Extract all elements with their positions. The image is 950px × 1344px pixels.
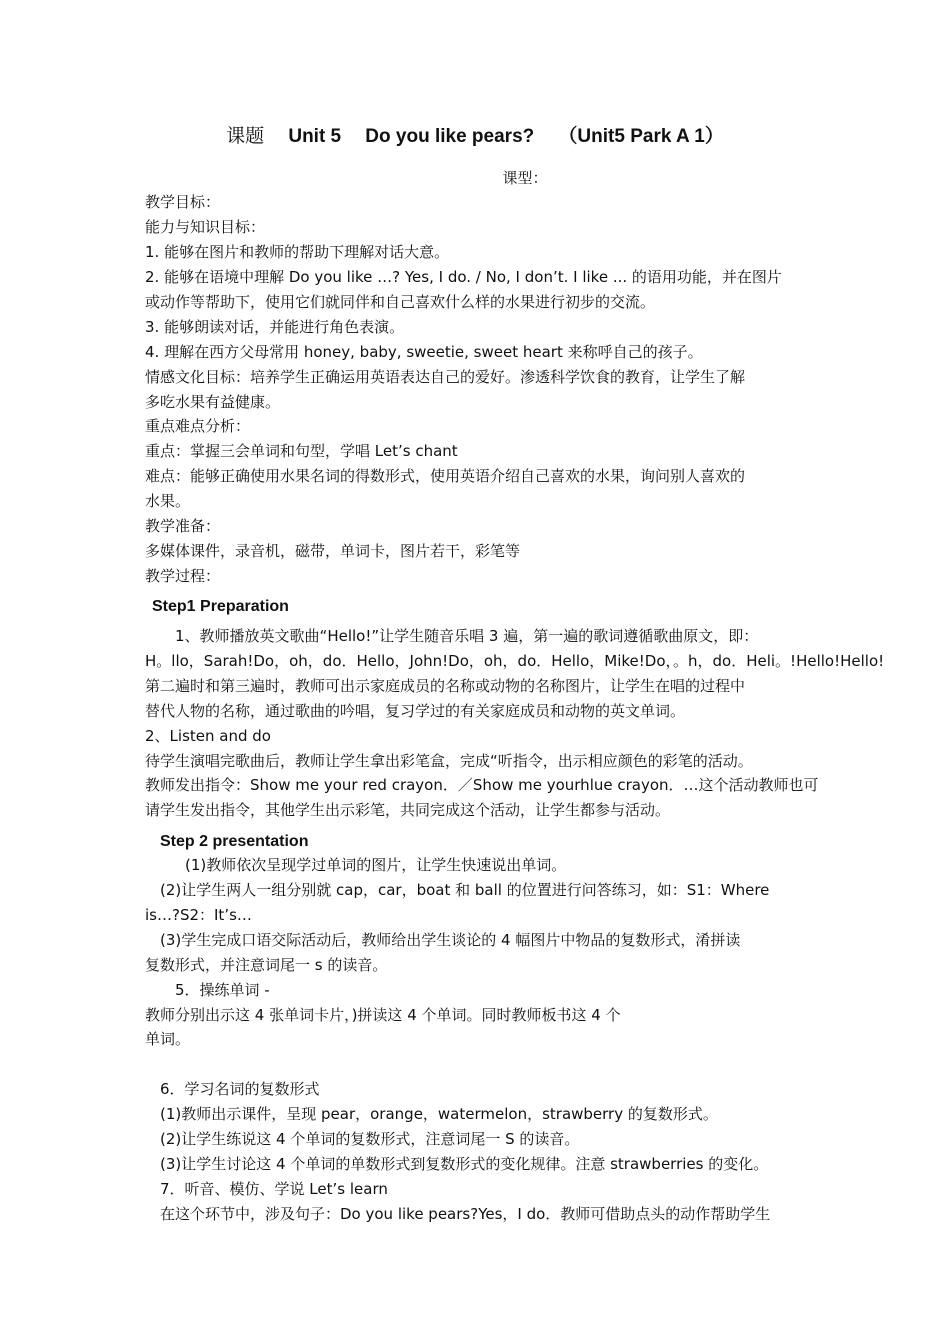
text-line: 或动作等帮助下，使用它们就同伴和自己喜欢什么样的水果进行初步的交流。: [145, 293, 656, 311]
text-line: 1. 能够在图片和教师的帮助下理解对话大意。: [145, 243, 450, 261]
text-line: (1)教师出示课件，呈现 pear，orange，watermelon，strawberry 的复数形式。: [160, 1105, 718, 1123]
text-line: 1、教师播放英文歌曲“Hello!”让学生随音乐唱 3 遍，第一遍的歌词遵循歌曲原文，即：: [175, 627, 759, 645]
text-line: 重点难点分析：: [145, 417, 251, 435]
text-line: (1)教师依次呈现学过单词的图片，让学生快速说出单词。: [185, 856, 567, 874]
title-question: Do you like pears?: [365, 126, 535, 147]
step-heading: Step1 Preparation: [152, 598, 289, 615]
text-line: H。llo，Sarah!Do，oh，do．Hello，John!Do，oh，do．Hello，Mike!Do，。h，do．Heli。!Hello!Hello!: [145, 652, 885, 670]
text-line: 教学过程：: [145, 567, 221, 585]
text-line: 待学生演唱完歌曲后，教师让学生拿出彩笔盒，完成“听指令，出示相应颜色的彩笔的活动。: [145, 752, 753, 770]
text-line: 3. 能够朗读对话，并能进行角色表演。: [145, 318, 405, 336]
text-line: 教学准备：: [145, 517, 221, 535]
title-park: （Unit5 Park A 1）: [558, 126, 724, 147]
text-line: 能力与知识目标：: [145, 218, 266, 236]
text-line: 水果。: [145, 492, 191, 510]
text-line: 单词。: [145, 1030, 191, 1048]
text-line: 请学生发出指令，其他学生出示彩笔，共同完成这个活动，让学生都参与活动。: [145, 801, 671, 819]
lesson-type: 课型：: [502, 169, 548, 187]
text-line: 5．操练单词 -: [175, 981, 270, 999]
text-line: 第二遍时和第三遍时，教师可出示家庭成员的名称或动物的名称图片，让学生在唱的过程中: [145, 677, 746, 695]
text-line: 2. 能够在语境中理解 Do you like …? Yes, I do. / No, I don’t. I like ... 的语用功能，并在图片: [145, 268, 782, 286]
text-line: 复数形式，并注意词尾一 s 的读音。: [145, 956, 388, 974]
text-line: 替代人物的名称，通过歌曲的吟唱，复习学过的有关家庭成员和动物的英文单词。: [145, 702, 686, 720]
text-line: 2、Listen and do: [145, 727, 271, 745]
text-line: (3)学生完成口语交际活动后，教师给出学生谈论的 4 幅图片中物品的复数形式，淆拼读: [160, 931, 741, 949]
step-heading: Step 2 presentation: [160, 833, 309, 850]
title-unit: Unit 5: [288, 126, 342, 147]
title-prefix: 课题: [226, 125, 265, 147]
text-line: 教师分别出示这 4 张单词卡片，)拼读这 4 个单词。同时教师板书这 4 个: [145, 1006, 621, 1024]
text-line: (2)让学生两人一组分别就 cap，car，boat 和 ball 的位置进行问答练习，如：S1：Where: [160, 881, 770, 899]
text-line: (3)让学生讨论这 4 个单词的单数形式到复数形式的变化规律。注意 strawberries 的变化。: [160, 1155, 769, 1173]
text-line: 4. 理解在西方父母常用 honey, baby, sweetie, sweet heart 来称呼自己的孩子。: [145, 343, 703, 361]
text-line: (2)让学生练说这 4 个单词的复数形式，注意词尾一 S 的读音。: [160, 1130, 580, 1148]
text-line: 教师发出指令：Show me your red crayon．／Show me yourhlue crayon．…这个活动教师也可: [145, 776, 819, 794]
text-line: 在这个环节中，涉及句子：Do you like pears?Yes，I do．教师可借助点头的动作帮助学生: [160, 1205, 771, 1223]
text-line: 多吃水果有益健康。: [145, 393, 281, 411]
text-line: 情感文化目标：培养学生正确运用英语表达自己的爱好。渗透科学饮食的教育，让学生了解: [145, 368, 746, 386]
text-line: 6．学习名词的复数形式: [160, 1080, 320, 1098]
text-line: 教学目标：: [145, 193, 221, 211]
text-line: 重点：掌握三会单词和句型，学唱 Let’s chant: [145, 442, 458, 460]
text-line: is…?S2：It’s…: [145, 906, 252, 924]
text-line: 7．听音、模仿、学说 Let’s learn: [160, 1180, 388, 1198]
document-title: [0, 122, 950, 151]
text-line: 难点：能够正确使用水果名词的得数形式，使用英语介绍自己喜欢的水果，询问别人喜欢的: [145, 467, 746, 485]
text-line: 多媒体课件，录音机，磁带，单词卡，图片若干，彩笔等: [145, 542, 521, 560]
